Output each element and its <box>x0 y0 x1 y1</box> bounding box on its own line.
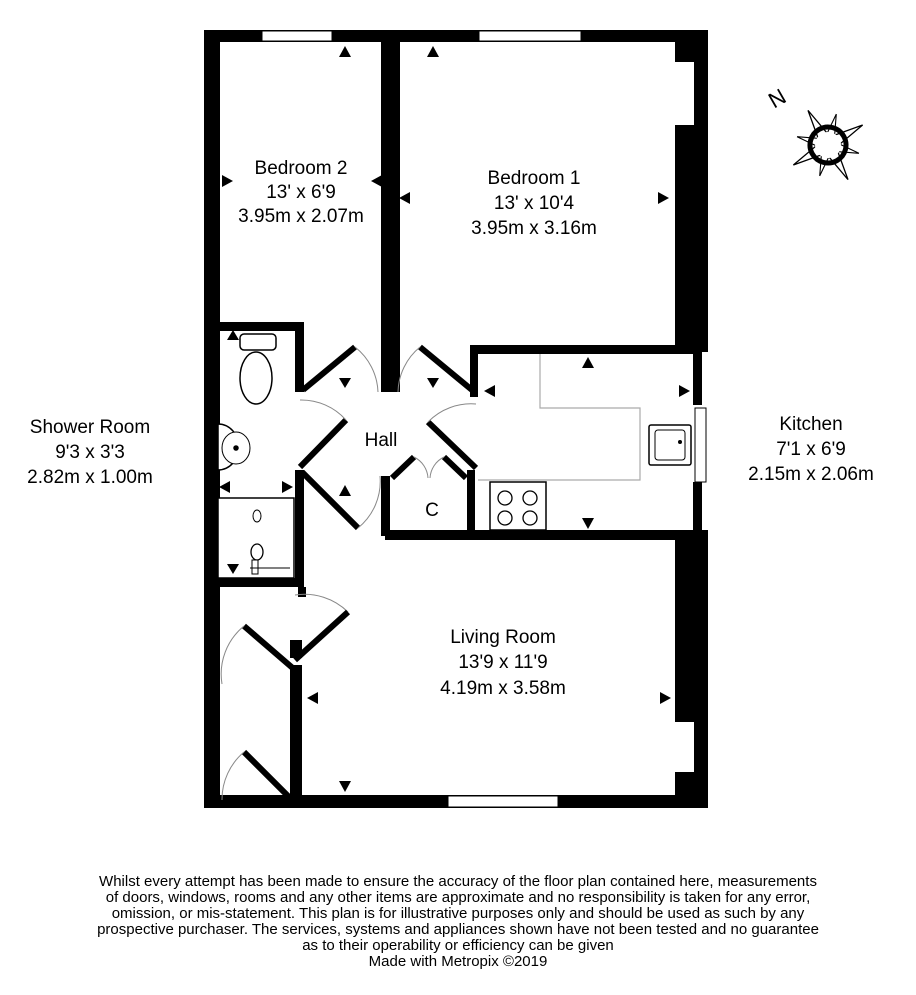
kitchen-imperial: 7'1 x 6'9 <box>776 439 846 460</box>
hob-icon <box>490 482 546 530</box>
disclaimer-line: as to their operability or efficiency can be given <box>302 937 614 954</box>
toilet-icon <box>240 334 276 404</box>
cupboard-name: C <box>425 500 439 521</box>
compass-north-letter: N <box>764 83 791 114</box>
living-room-name: Living Room <box>450 627 556 648</box>
shower-room-fittings <box>218 334 294 578</box>
kitchen-name: Kitchen <box>779 414 843 435</box>
kitchen-sink-icon <box>649 425 691 465</box>
disclaimer-line: Whilst every attempt has been made to ensure the accuracy of the floor plan contained here, measurements <box>99 873 817 890</box>
room-labels <box>27 158 874 699</box>
compass-rose-icon <box>764 83 890 207</box>
disclaimer <box>20 874 896 970</box>
bedroom2-metric: 3.95m x 2.07m <box>238 206 364 227</box>
disclaimer-line: of doors, windows, rooms and any other items are approximate and no responsibility is taken for any error, <box>105 889 811 906</box>
kitchen-fittings <box>478 354 691 530</box>
basin-icon <box>218 424 250 470</box>
living-room-imperial: 13'9 x 11'9 <box>458 652 548 673</box>
shower-room-metric: 2.82m x 1.00m <box>27 467 153 488</box>
hall-name: Hall <box>364 430 398 451</box>
shower-room-name: Shower Room <box>29 417 151 438</box>
disclaimer-line: prospective purchaser. The services, systems and appliances shown have not been tested and no guarantee <box>97 921 819 938</box>
bedroom2-imperial: 13' x 6'9 <box>266 182 336 203</box>
bedroom2-name: Bedroom 2 <box>254 158 348 179</box>
bedroom1-name: Bedroom 1 <box>487 168 581 189</box>
bedroom1-metric: 3.95m x 3.16m <box>471 218 597 239</box>
living-room-metric: 4.19m x 3.58m <box>440 678 566 699</box>
shower-room-imperial: 9'3 x 3'3 <box>55 442 125 463</box>
disclaimer-line: omission, or mis-statement. This plan is for illustrative purposes only and should be used as such by any <box>111 905 805 922</box>
bedroom1-imperial: 13' x 10'4 <box>493 193 575 214</box>
disclaimer-credit: Made with Metropix ©2019 <box>368 953 548 970</box>
kitchen-metric: 2.15m x 2.06m <box>748 464 874 485</box>
